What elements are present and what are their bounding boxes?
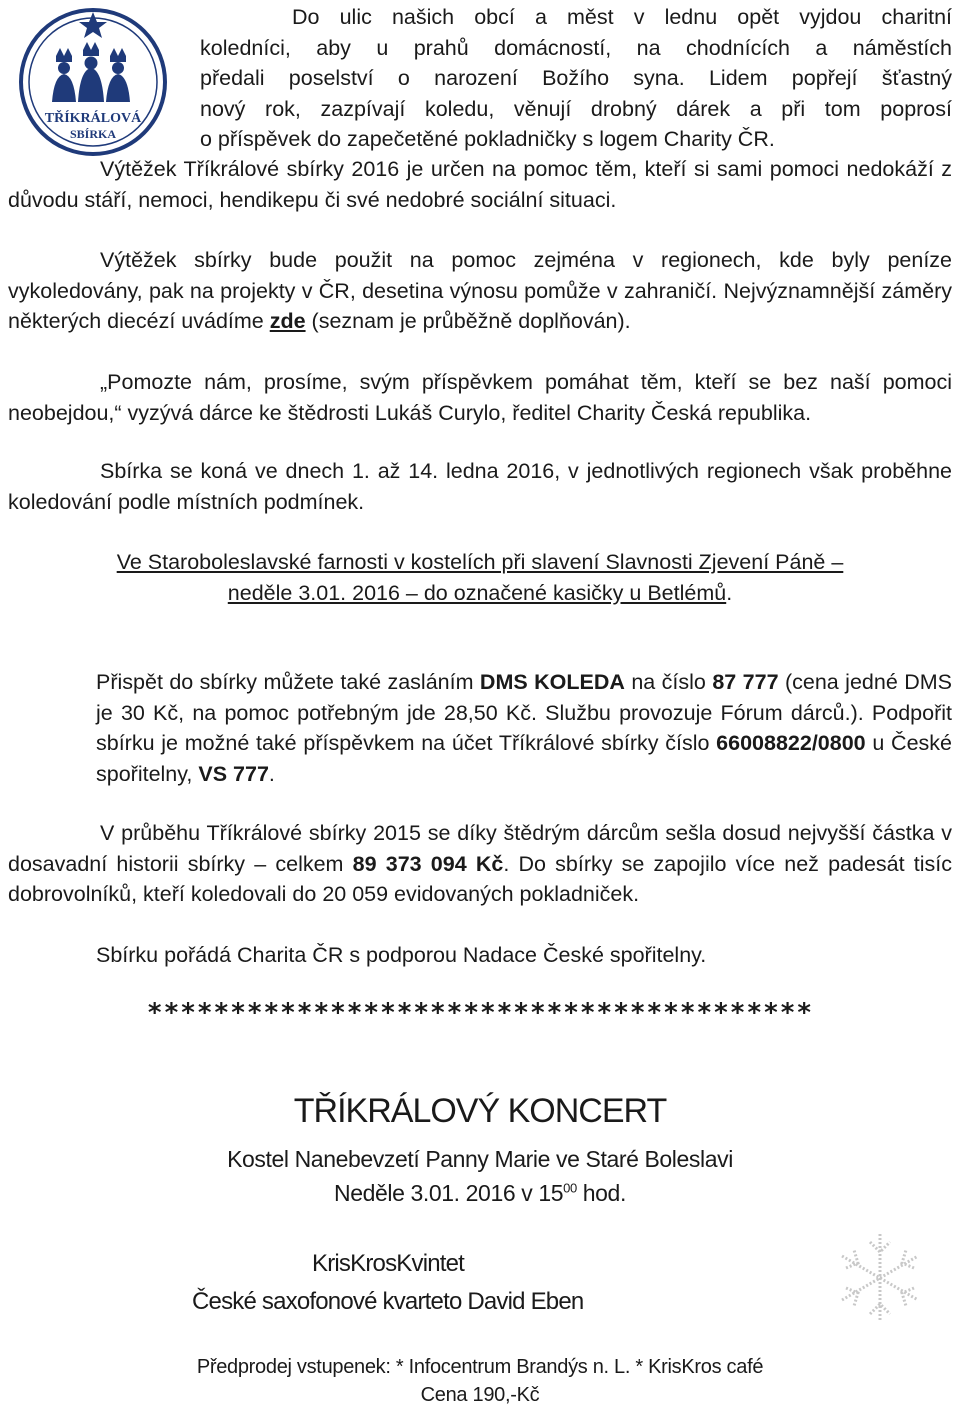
concert-venue: Kostel Nanebevzetí Panny Marie ve Staré Boleslavi [227, 1146, 733, 1172]
intro-line-4: nový rok, zazpívají koledu, věnují drobný dárek a při tom poprosí [200, 96, 952, 121]
concert-date-suffix: hod. [576, 1180, 626, 1206]
parish-end: . [726, 580, 733, 605]
concert-date-text: Neděle 3.01. 2016 v 15 [334, 1180, 564, 1206]
organizer-line: Sbírku pořádá Charita ČR s podporou Nadace České spořitelny. [96, 943, 707, 967]
intro-line-3: předali poselství o narození Božího syna. Lidem popřejí šťastný [200, 66, 952, 90]
separator-stars: **************************************** [146, 998, 814, 1028]
dms-text: . [268, 761, 275, 786]
parish-line-2: neděle 3.01. 2016 – do označené kasičky u Betlémů [227, 580, 727, 605]
account-number: 66008822/0800 [716, 731, 866, 755]
trikralova-sbirka-logo [12, 4, 174, 156]
dms-number: 87 777 [712, 670, 779, 694]
logo-text-line1: TŘÍKRÁLOVÁ [44, 111, 142, 126]
performer-1: KrisKrosKvintet [312, 1250, 465, 1277]
intro-line-1: Do ulic našich obcí a měst v lednu opět vyjdou charitní [292, 5, 952, 29]
logo-text-line2: SBÍRKA [69, 127, 117, 141]
record-text: V průběhu Tříkrálové sbírky 2015 se díky štědrým dárcům sešla dosud nejvyšší částka v dosavadní historii sbírky – celkem [8, 821, 952, 876]
dms-text: na číslo [624, 670, 713, 694]
concert-title: TŘÍKRÁLOVÝ KONCERT [293, 1092, 667, 1130]
parish-notice [8, 547, 952, 608]
quote-paragraph: „Pomozte nám, prosíme, svým příspěvkem pomáhat těm, kteří se bez naší pomoci neobejdou,“ vyzývá dárce ke štědrosti Lukáš Curylo, ředitel Charity Česká republika. [8, 370, 952, 425]
use-text-after: (seznam je průběžně doplňován). [305, 309, 631, 333]
snowflake-icon [830, 1228, 930, 1328]
ticket-price: Cena 190,-Kč [420, 1384, 540, 1406]
variable-symbol: VS 777 [198, 761, 269, 786]
dates-paragraph: Sbírka se koná ve dnech 1. až 14. ledna 2016, v jednotlivých regionech však proběhne koledování podle místních podmínek. [8, 459, 952, 514]
intro-line-5: o příspěvek do zapečetěné pokladničky s logem Charity ČR. [200, 127, 775, 151]
record-text: . Do sbírky se zapojilo více než padesát tisíc dobrovolníků, kteří koledovali do 20 059 evidovaných pokladniček. [8, 851, 952, 906]
use-text-before: Výtěžek sbírky bude použit na pomoc zejména v regionech, kde byly peníze vykoledovány, pak na projekty v ČR, desetina výnosu pomůže v zahraničí. Nejvýznamnější záměry některých diecézí uvádíme [8, 248, 952, 333]
record-paragraph [8, 818, 952, 910]
dms-text: Přispět do sbírky můžete také zasláním [96, 670, 480, 694]
record-amount: 89 373 094 Kč [352, 851, 504, 876]
dms-keyword: DMS KOLEDA [479, 670, 625, 694]
zde-link[interactable]: zde [269, 309, 306, 333]
performer-2: České saxofonové kvarteto David Eben [192, 1288, 584, 1315]
presale-info: Předprodej vstupenek: * Infocentrum Brandýs n. L. * KrisKros café [196, 1356, 764, 1378]
yield-paragraph: Výtěžek Tříkrálové sbírky 2016 je určen na pomoc těm, kteří si sami pomoci nedokáží z důvodu stáří, nemoci, hendikepu či své nedobré sociální situaci. [8, 157, 952, 212]
dms-paragraph [96, 667, 952, 789]
concert-date-minutes: 00 [563, 1180, 577, 1196]
dms-text: u České spořitelny, [96, 731, 952, 786]
dms-text: (cena jedné DMS je 30 Kč, na pomoc potřebným jde 28,50 Kč. Službu provozuje Fórum dárců.). Podpořit sbírku je možné také příspěvkem na účet Tříkrálové sbírky číslo [96, 670, 952, 755]
use-paragraph [8, 245, 952, 337]
intro-paragraph [200, 2, 952, 155]
intro-line-2: koledníci, aby u prahů domácností, na chodnících a náměstích [200, 35, 952, 60]
parish-line-1: Ve Staroboleslavské farnosti v kostelích při slavení Slavnosti Zjevení Páně – [116, 550, 844, 574]
concert-date [0, 1180, 960, 1207]
